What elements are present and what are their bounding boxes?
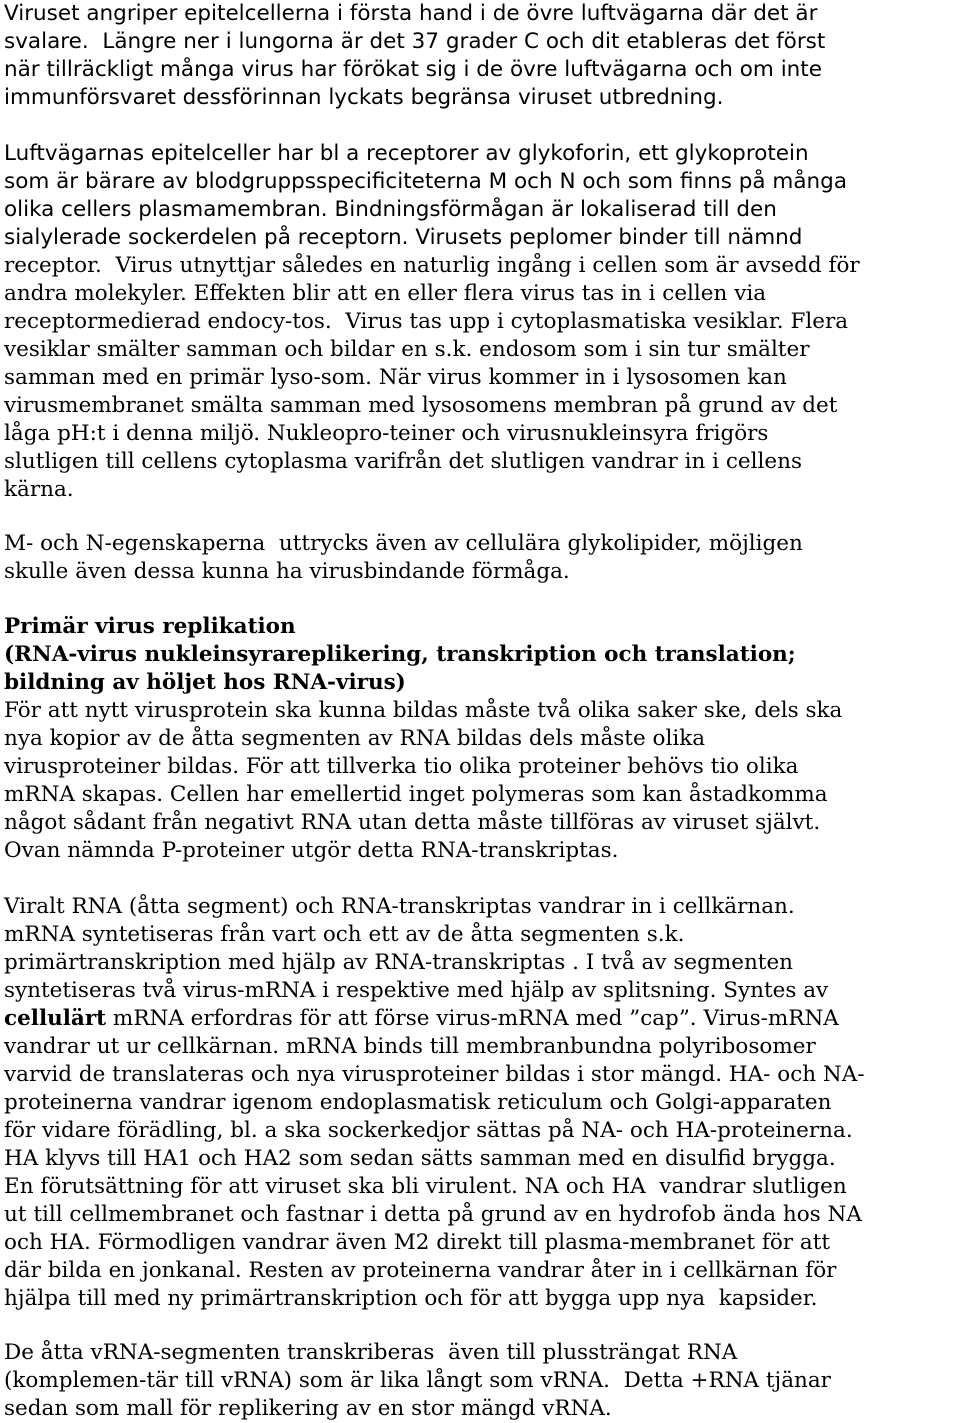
text-line: som är bärare av blodgruppsspecificiteterna M och N och som finns på många [4,169,847,194]
text-line: receptor. Virus utnyttjar således en naturlig ingång i cellen som är avsedd för [4,253,860,278]
text-line: samman med en primär lyso-som. När virus kommer in i lysosomen kan [4,365,787,390]
text-line: En förutsättning för att viruset ska bli virulent. NA och HA vandrar slutligen [4,1174,847,1199]
text-line: Ovan nämnda P-proteiner utgör detta RNA-transkriptas. [4,838,619,863]
text-line: immunförsvaret dessförinnan lyckats begränsa viruset utbredning. [4,85,724,110]
text-line: svalare. Längre ner i lungorna är det 37 grader C och dit etableras det först [4,29,826,54]
text-line: HA klyvs till HA1 och HA2 som sedan sätts samman med en disulfid brygga. [4,1146,836,1171]
text-line: mRNA syntetiseras från vart och ett av de åtta segmenten s.k. [4,922,685,947]
text-line: virusmembranet smälta samman med lysosomens membran på grund av det [4,393,838,418]
text-line: För att nytt virusprotein ska kunna bildas måste två olika saker ske, dels ska [4,698,843,723]
text-line: Viralt RNA (åtta segment) och RNA-transkriptas vandrar in i cellkärnan. [4,894,795,919]
text-line: nya kopior av de åtta segmenten av RNA bildas dels måste olika [4,726,706,751]
text-line: Luftvägarnas epitelceller har bl a receptorer av glykoforin, ett glykoprotein [4,141,809,166]
section-subheading: bildning av höljet hos RNA-virus) [4,670,406,695]
text-line: syntetiseras två virus-mRNA i respektive med hjälp av splitsning. Syntes av [4,978,829,1003]
text-line: andra molekyler. Effekten blir att en eller flera virus tas in i cellen via [4,281,767,306]
text-line: sedan som mall för replikering av en stor mängd vRNA. [4,1396,612,1421]
text-fragment: mRNA erfordras för att förse virus-mRNA med ”cap”. Virus-mRNA [106,1006,839,1031]
text-line: sialylerade sockerdelen på receptorn. Virusets peplomer binder till nämnd [4,225,803,250]
text-line: receptormedierad endocy-tos. Virus tas upp i cytoplasmatiska vesiklar. Flera [4,309,849,334]
text-line: (komplemen-tär till vRNA) som är lika långt som vRNA. Detta +RNA tjänar [4,1368,831,1393]
text-line: för vidare förädling, bl. a ska sockerkedjor sättas på NA- och HA-proteinerna. [4,1118,853,1143]
text-line: kärna. [4,477,74,502]
text-line: vandrar ut ur cellkärnan. mRNA binds till membranbundna polyribosomer [4,1034,816,1059]
text-line: olika cellers plasmamembran. Bindningsförmågan är lokaliserad till den [4,197,777,222]
text-line: och HA. Förmodligen vandrar även M2 direkt till plasma-membranet för att [4,1230,830,1255]
text-line: M- och N-egenskaperna uttrycks även av cellulära glykolipider, möjligen [4,531,803,556]
text-line: Viruset angriper epitelcellerna i första hand i de övre luftvägarna där det är [4,1,818,26]
text-line: ut till cellmembranet och fastnar i detta på grund av en hydrofob ända hos NA [4,1202,862,1227]
text-line: varvid de translateras och nya virusproteiner bildas i stor mängd. HA- och NA- [4,1062,865,1087]
text-line-mixed [4,1005,839,1033]
bold-word: cellulärt [4,1006,107,1031]
text-line: något sådant från negativt RNA utan detta måste tillföras av viruset självt. [4,810,821,835]
text-line: när tillräckligt många virus har förökat sig i de övre luftvägarna och om inte [4,57,822,82]
text-line: virusproteiner bildas. För att tillverka tio olika proteiner behövs tio olika [4,754,799,779]
text-line: låga pH:t i denna miljö. Nukleopro-teiner och virusnukleinsyra frigörs [4,421,769,446]
text-line: De åtta vRNA-segmenten transkriberas även till plussträngat RNA [4,1340,738,1365]
text-line: slutligen till cellens cytoplasma varifrån det slutligen vandrar in i cellens [4,449,802,474]
section-heading: Primär virus replikation [4,614,296,639]
text-line: vesiklar smälter samman och bildar en s.k. endosom som i sin tur smälter [4,337,810,362]
text-line: mRNA skapas. Cellen har emellertid inget polymeras som kan åstadkomma [4,782,828,807]
text-line: skulle även dessa kunna ha virusbindande förmåga. [4,559,570,584]
section-subheading: (RNA-virus nukleinsyrareplikering, transkription och translation; [4,642,796,667]
text-line: hjälpa till med ny primärtranskription och för att bygga upp nya kapsider. [4,1286,818,1311]
text-line: proteinerna vandrar igenom endoplasmatisk reticulum och Golgi-apparaten [4,1090,832,1115]
text-line: där bilda en jonkanal. Resten av proteinerna vandrar åter in i cellkärnan för [4,1258,837,1283]
text-line: primärtranskription med hjälp av RNA-transkriptas . I två av segmenten [4,950,794,975]
